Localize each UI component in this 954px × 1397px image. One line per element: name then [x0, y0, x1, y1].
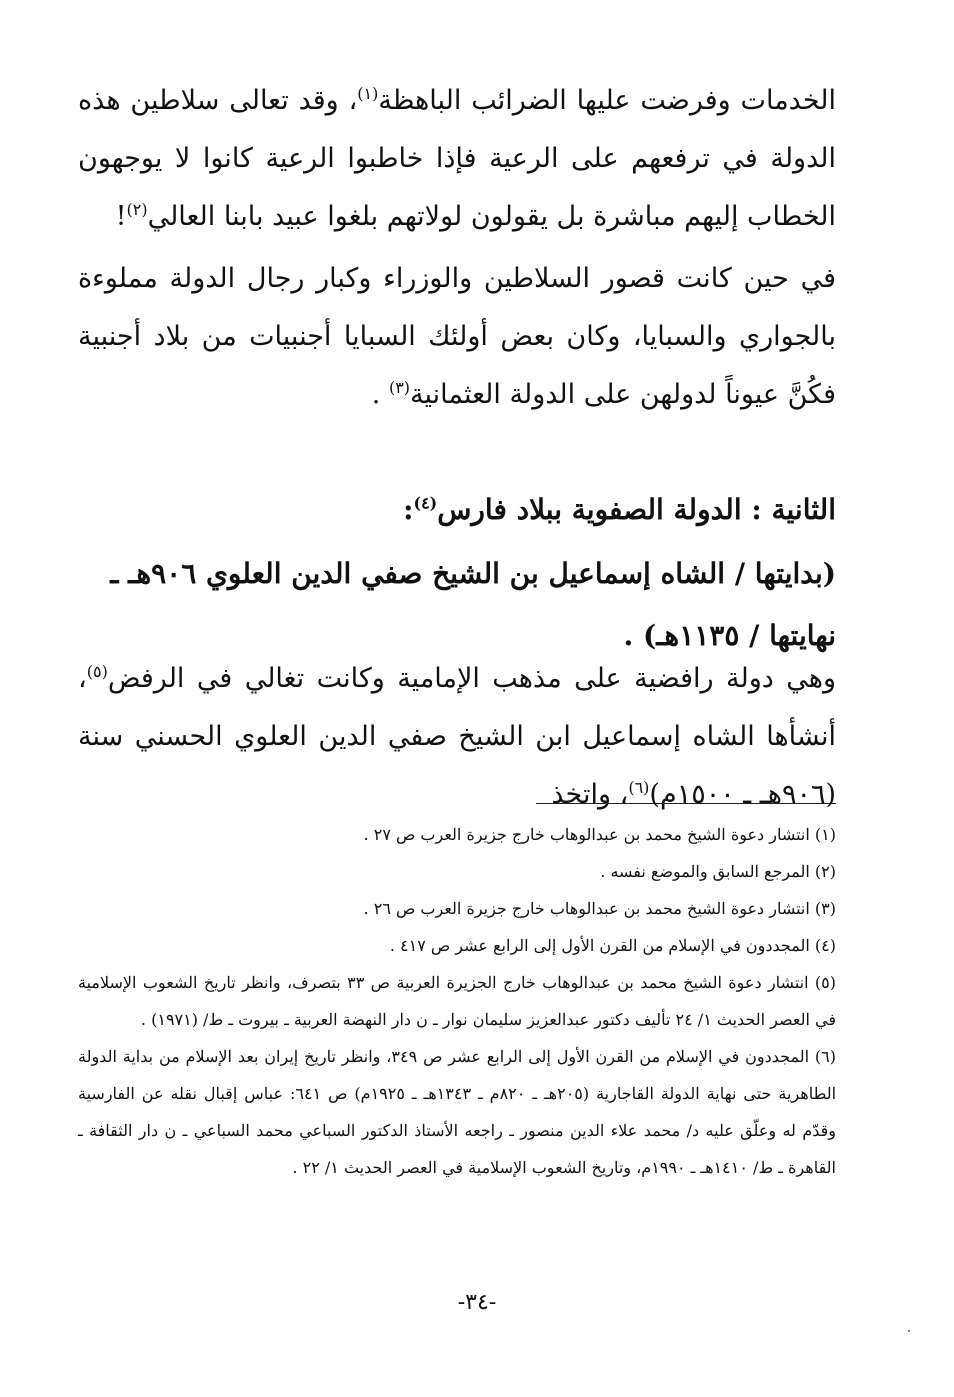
footnote-5: (٥) انتشار دعوة الشيخ محمد بن عبدالوهاب خارج الجزيرة العربية ص ٣٣ بتصرف، وانظر تاريخ الشعوب الإسلامية في العصر الحديث ١/ ٢٤ تأليف دكتور عبدالعزيز سليمان نوار ـ ن دار النهضة العربية ـ بيروت ـ ط/ (١٩٧١) . [78, 973, 836, 1029]
footnote-ref-2[interactable]: (٢) [126, 200, 148, 219]
footnote-3: (٣) انتشار دعوة الشيخ محمد بن عبدالوهاب خارج جزيرة العرب ص ٢٦ . [363, 899, 836, 918]
footnotes [78, 816, 836, 1186]
footnote-ref-1[interactable]: (١) [357, 84, 379, 103]
footnote-4: (٤) المجددون في الإسلام من القرن الأول إلى الرابع عشر ص ٤١٧ . [389, 936, 836, 955]
scan-speck [908, 1330, 910, 1332]
footnote-1: (١) انتشار دعوة الشيخ محمد بن عبدالوهاب خارج جزيرة العرب ص ٢٧ . [363, 825, 836, 844]
footnote-ref-4[interactable]: (٤) [413, 493, 438, 513]
paragraph-3-text-2: ، أنشأها الشاه إسماعيل ابن الشيخ صفي الدين العلوي الحسني سنة (٩٠٦هـ ـ ١٥٠٠م) [78, 663, 836, 810]
paragraph-2-text: في حين كانت قصور السلاطين والوزراء وكبار رجال الدولة مملوءة بالجواري والسبايا، وكان بعض أولئك السبايا أجنبيات من بلاد أجنبية فكُنَّ عيوناً لدولهن على الدولة العثمانية [78, 263, 836, 410]
subheading-line-1: (بدايتها / الشاه إسماعيل بن الشيخ صفي الدين العلوي ٩٠٦هـ ـ [110, 557, 836, 590]
section-heading-end: : [403, 493, 414, 526]
section-heading-text: الثانية : الدولة الصفوية ببلاد فارس [437, 493, 836, 526]
paragraph-3 [78, 650, 836, 824]
footnote-divider [536, 803, 836, 804]
paragraph-3-text: وهي دولة رافضية على مذهب الإمامية وكانت تغالي في الرفض [107, 663, 836, 694]
footnote-ref-5[interactable]: (٥) [86, 662, 108, 681]
paragraph-2 [78, 250, 836, 424]
footnote-ref-6[interactable]: (٦) [628, 778, 650, 797]
subheading-line-2: نهايتها / ١١٣٥هـ) . [623, 619, 836, 652]
paragraph-1-end: ! [115, 201, 127, 232]
body-text-bottom [78, 650, 836, 824]
footnote-ref-3[interactable]: (٣) [388, 378, 411, 397]
footnote-6: (٦) المجددون في الإسلام من القرن الأول إلى الرابع عشر ص ٣٤٩، وانظر تاريخ إيران بعد الإسلام من بداية الدولة الطاهرية حتى نهاية الدولة القاجارية (٢٠٥هـ ـ ٨٢٠م ـ ١٣٤٣هـ ـ ١٩٢٥م) ص ٦٤١: عباس إقبال نقله عن الفارسية وقدّم له وعلّق عليه د/ محمد علاء الدين منصور ـ راجعه الأستاذ الدكتور السباعي محمد السباعي ـ ن دار الثقافة ـ القاهرة ـ ط/ ١٤١٠هـ ـ ١٩٩٠م، وتاريخ الشعوب الإسلامية في العصر الحديث ١/ ٢٢ . [78, 1047, 837, 1177]
section-heading [78, 482, 836, 538]
page-number: -٣٤- [457, 1290, 497, 1315]
paragraph-1 [78, 72, 836, 246]
paragraph-3-end: ، واتخذ [551, 779, 629, 810]
body-text-top [78, 72, 836, 424]
footnote-2: (٢) المرجع السابق والموضع نفسه . [600, 862, 836, 881]
section-subheading [78, 546, 836, 664]
paragraph-1-text: الخدمات وفرضت عليها الضرائب الباهظة [378, 85, 836, 116]
paragraph-1-text-2: ، وقد تعالى سلاطين هذه الدولة في ترفعهم على الرعية فإذا خاطبوا الرعية كانوا لا يوجهون الخطاب إليهم مباشرة بل يقولون لولاتهم بلغوا عبيد بابنا العالي [78, 85, 836, 232]
paragraph-2-end: . [371, 379, 389, 410]
